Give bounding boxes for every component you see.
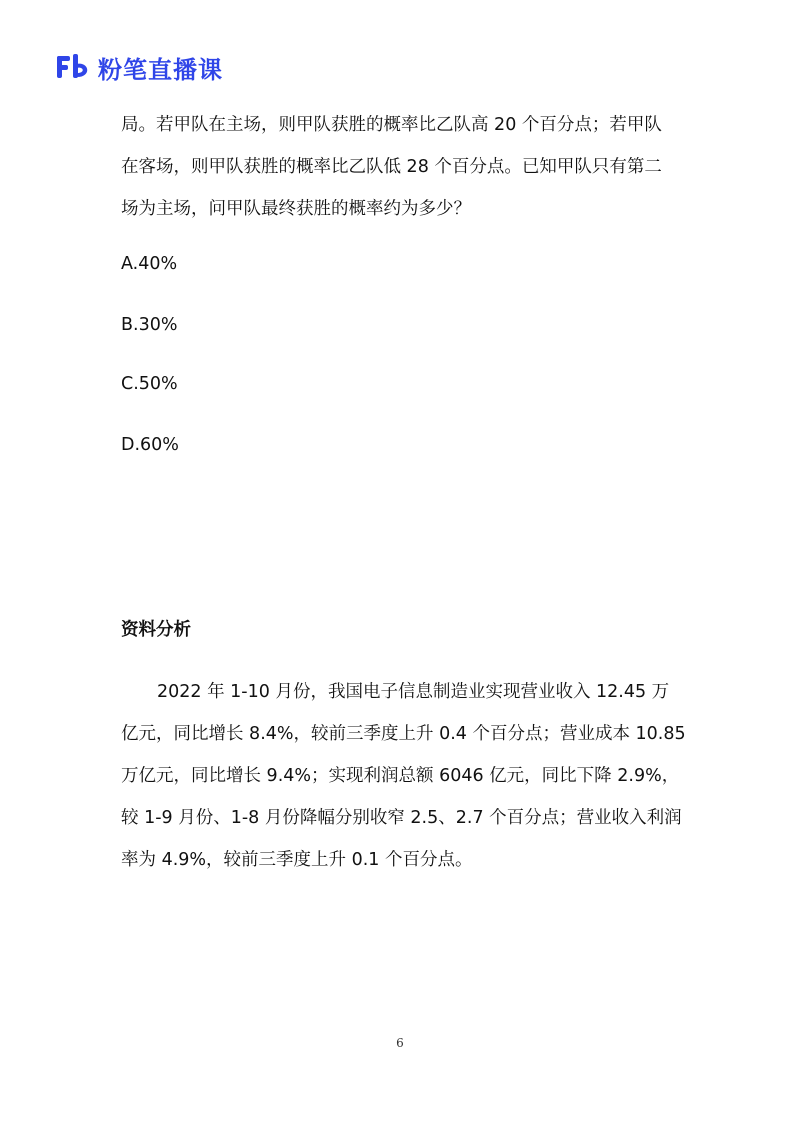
question-line: 场为主场，问甲队最终获胜的概率约为多少？ <box>121 199 471 219</box>
material-line: 亿元，同比增长 8.4%，较前三季度上升 0.4 个百分点；营业成本 10.85 <box>121 724 686 744</box>
material-paragraph <box>121 671 691 881</box>
option-d: D.60% <box>121 435 179 455</box>
option-b: B.30% <box>121 315 178 335</box>
material-line: 率为 4.9%，较前三季度上升 0.1 个百分点。 <box>121 850 473 870</box>
option-c: C.50% <box>121 374 178 394</box>
material-line: 较 1-9 月份、1-8 月份降幅分别收窄 2.5、2.7 个百分点；营业收入利润 <box>121 808 682 828</box>
question-line: 在客场，则甲队获胜的概率比乙队低 28 个百分点。已知甲队只有第二 <box>121 157 662 177</box>
question-line: 局。若甲队在主场，则甲队获胜的概率比乙队高 20 个百分点；若甲队 <box>121 115 662 135</box>
brand-logo <box>56 50 223 84</box>
material-line: 万亿元，同比增长 9.4%；实现利润总额 6046 亿元，同比下降 2.9%， <box>121 766 680 786</box>
fb-logo-icon <box>56 52 92 82</box>
option-a: A.40% <box>121 254 178 274</box>
section-title: 资料分析 <box>121 620 191 640</box>
brand-name: 粉笔直播课 <box>98 55 223 84</box>
question-text <box>121 104 691 230</box>
page-number: 6 <box>396 1036 404 1050</box>
material-line: 2022 年 1-10 月份，我国电子信息制造业实现营业收入 12.45 万 <box>157 682 670 702</box>
